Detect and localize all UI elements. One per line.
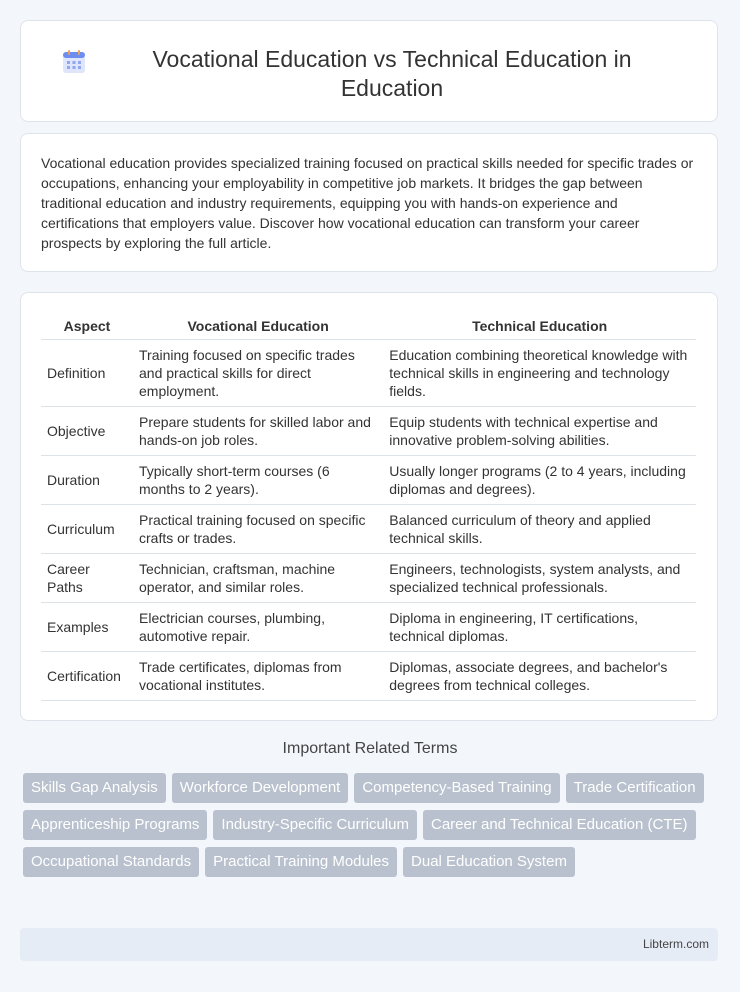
table-row — [41, 456, 696, 505]
tag-competency-based-training[interactable]: Competency-Based Training — [354, 773, 559, 803]
footer-brand-link[interactable]: Libterm.com — [642, 937, 709, 951]
aspect-cell: Examples — [41, 603, 133, 652]
vocational-cell: Typically short-term courses (6 months to 2 years). — [133, 456, 383, 505]
tag-apprenticeship-programs[interactable]: Apprenticeship Programs — [23, 810, 207, 840]
tag-trade-certification[interactable]: Trade Certification — [566, 773, 704, 803]
aspect-cell: Objective — [41, 407, 133, 456]
header-card — [20, 20, 718, 122]
tag-skills-gap-analysis[interactable]: Skills Gap Analysis — [23, 773, 166, 803]
page-title: Vocational Education vs Technical Education in Education — [152, 46, 632, 101]
technical-cell: Engineers, technologists, system analysts, and specialized technical professionals. — [383, 554, 696, 603]
footer — [20, 928, 718, 961]
tag-workforce-development[interactable]: Workforce Development — [172, 773, 349, 803]
table-row — [41, 505, 696, 554]
tag-occupational-standards[interactable]: Occupational Standards — [23, 847, 199, 877]
title-wrap — [21, 21, 717, 103]
table-row — [41, 407, 696, 456]
aspect-cell: Certification — [41, 652, 133, 701]
vocational-cell: Trade certificates, diplomas from vocational institutes. — [133, 652, 383, 701]
tag-practical-training-modules[interactable]: Practical Training Modules — [205, 847, 397, 877]
aspect-cell: Definition — [41, 340, 133, 407]
technical-cell: Diploma in engineering, IT certifications, technical diplomas. — [383, 603, 696, 652]
table-row — [41, 554, 696, 603]
technical-cell: Diplomas, associate degrees, and bachelor's degrees from technical colleges. — [383, 652, 696, 701]
intro-card — [20, 133, 718, 272]
table-header-row — [41, 313, 696, 340]
tag-industry-specific-curriculum[interactable]: Industry-Specific Curriculum — [213, 810, 417, 840]
comparison-table — [41, 313, 696, 701]
aspect-cell: Duration — [41, 456, 133, 505]
technical-cell: Balanced curriculum of theory and applied technical skills. — [383, 505, 696, 554]
intro-paragraph: Vocational education provides specialized training focused on practical skills needed for specific trades or occupations, enhancing your employability in competitive job markets. It bridges the gap between traditional education and industry requirements, equipping you with hands-on experience and certifications that employers value. Discover how vocational education can transform your career prospects by exploring the full article. — [41, 155, 694, 251]
vocational-cell: Prepare students for skilled labor and hands-on job roles. — [133, 407, 383, 456]
aspect-cell: Curriculum — [41, 505, 133, 554]
tag-career-technical-education[interactable]: Career and Technical Education (CTE) — [423, 810, 696, 840]
table-row — [41, 340, 696, 407]
technical-cell: Education combining theoretical knowledge with technical skills in engineering and technology fields. — [383, 340, 696, 407]
header-vocational: Vocational Education — [133, 313, 383, 340]
vocational-cell: Training focused on specific trades and practical skills for direct employment. — [133, 340, 383, 407]
related-terms-heading: Important Related Terms — [282, 740, 458, 757]
table-row — [41, 652, 696, 701]
related-terms-list — [23, 773, 723, 877]
tag-dual-education-system[interactable]: Dual Education System — [403, 847, 575, 877]
technical-cell: Usually longer programs (2 to 4 years, including diplomas and degrees). — [383, 456, 696, 505]
comparison-table-card — [20, 292, 718, 721]
document-grid-icon — [61, 49, 87, 75]
table-row — [41, 603, 696, 652]
vocational-cell: Technician, craftsman, machine operator, and similar roles. — [133, 554, 383, 603]
header-aspect: Aspect — [41, 313, 133, 340]
vocational-cell: Practical training focused on specific crafts or trades. — [133, 505, 383, 554]
technical-cell: Equip students with technical expertise and innovative problem-solving abilities. — [383, 407, 696, 456]
header-technical: Technical Education — [383, 313, 696, 340]
vocational-cell: Electrician courses, plumbing, automotive repair. — [133, 603, 383, 652]
aspect-cell: Career Paths — [41, 554, 133, 603]
